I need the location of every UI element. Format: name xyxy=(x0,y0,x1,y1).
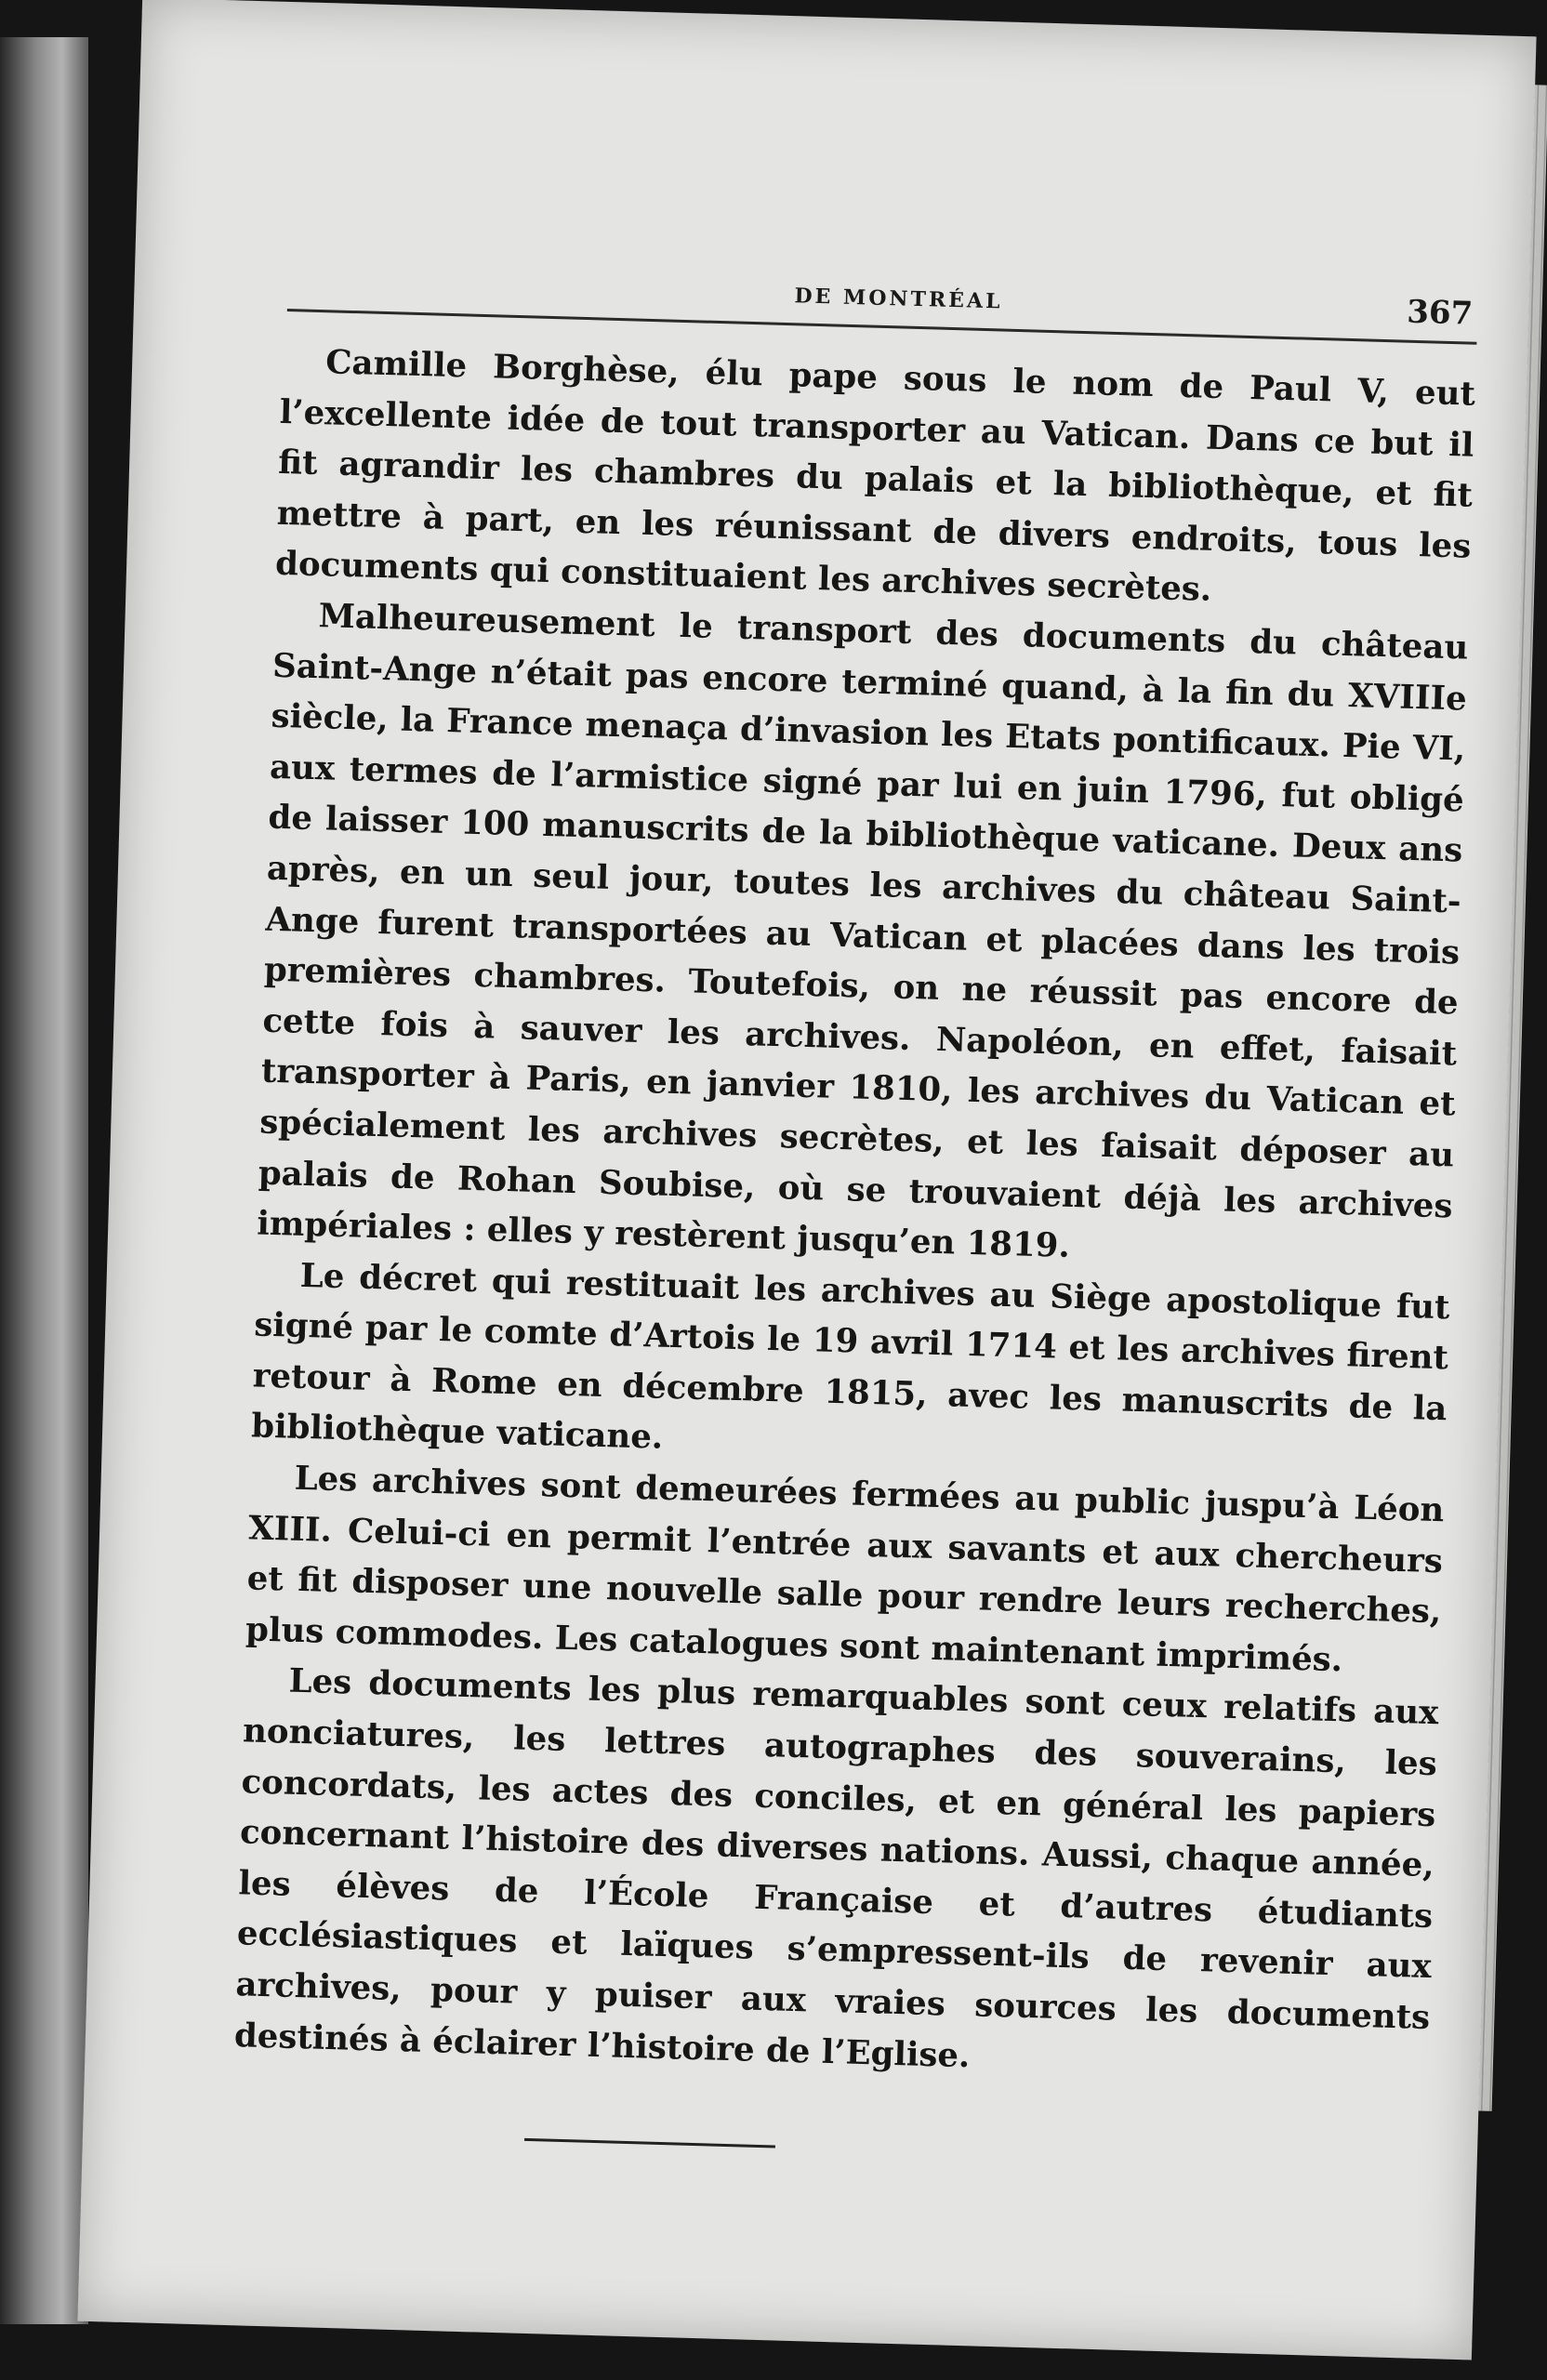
paragraph-3: Le décret qui restituait les archives au Siège apostolique fut signé par le comte d’Artois le 19 avril 1714 et les archives firent retour à Rome en décembre 1815, avec les manuscrits de la bibliothèque vaticane. xyxy=(250,1256,1450,1458)
body-text xyxy=(233,337,1475,2095)
paragraph-2: Malheureusement le transport des documents du château Saint-Ange n’était pas encore terminé quand, à la fin du XVIIIe siècle, la France menaça d’invasion les Etats pontificaux. Pie VI, aux termes de l’armistice signé par lui en juin 1796, fut obligé de laisser 100 manuscrits de la bibliothèque vaticane. Deux ans après, en un seul jour, toutes les archives du château Saint-Ange furent transportées au Vatican et placées dans les trois premières chambres. Toutefois, on ne réussit pas encore de cette fois à sauver les archives. Napoléon, en effet, faisait transporter à Paris, en janvier 1810, les archives du Vatican et spécialement les archives secrètes, et les faisait déposer au palais de Rohan Soubise, où se trouvaient déjà les archives impériales : elles y restèrent jusqu’en 1819. xyxy=(256,597,1469,1266)
running-title: DE MONTRÉAL xyxy=(794,284,1003,314)
closing-rule xyxy=(524,2138,775,2149)
left-page-edge xyxy=(0,37,88,2324)
paragraph-4: Les archives sont demeurées fermées au public juspu’à Léon XIII. Celui-ci en permit l’entrée aux savants et aux chercheurs et fit disposer une nouvelle salle pour rendre leurs recherches, plus commodes. Les catalogues sont maintenant imprimés. xyxy=(245,1459,1445,1680)
page-number: 367 xyxy=(1406,293,1474,333)
book-page xyxy=(77,0,1536,2360)
paragraph-5: Les documents les plus remarquables sont ceux relatifs aux nonciatures, les lettres autographes des souverains, les concordats, les actes des conciles, et en général les papiers concernant l’histoire des diverses nations. Aussi, chaque année, les élèves de l’École Française et d’autres étudiants ecclésiastiques et laïques s’empressent-ils de revenir aux archives, pour y puiser aux vraies sources les documents destinés à éclairer l’histoire de l’Eglise. xyxy=(233,1662,1439,2075)
paragraph-1: Camille Borghèse, élu pape sous le nom de Paul V, eut l’excellente idée de tout transporter au Vatican. Dans ce but il fit agrandir les chambres du palais et la bibliothèque, et fit mettre à part, en les réunissant de divers endroits, tous les documents qui constituaient les archives secrètes. xyxy=(274,343,1476,610)
page-header xyxy=(292,262,1474,341)
